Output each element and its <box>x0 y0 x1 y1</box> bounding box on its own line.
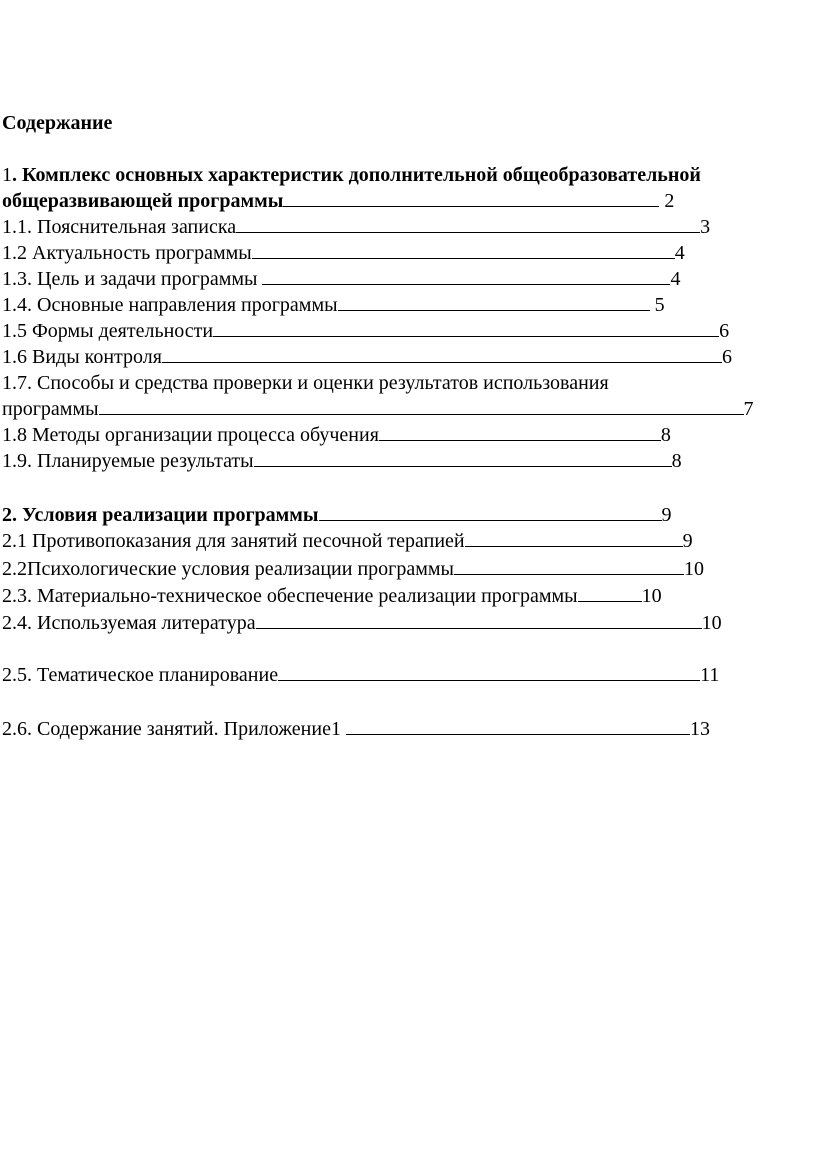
toc-item-page: 4 <box>670 268 681 290</box>
toc-item-1-7-line-2 <box>2 396 754 422</box>
toc-item-1-7-line-1 <box>2 370 609 396</box>
leader-line <box>278 662 700 681</box>
toc-item-2-1 <box>2 528 693 554</box>
leader-line <box>162 344 722 363</box>
toc-item-label: 1.7. Способы и средства проверки и оценки результатов использования <box>2 372 609 394</box>
leader-line <box>213 318 719 337</box>
toc-item-2-6 <box>2 716 710 742</box>
toc-item-label: 2.2Психологические условия реализации программы <box>2 558 454 580</box>
leader-line <box>283 188 659 207</box>
section-1-title-part-2: общеразвивающей программы <box>2 190 284 212</box>
toc-item-page: 10 <box>701 612 722 634</box>
toc-item-page: 10 <box>641 585 662 607</box>
toc-item-1-6 <box>2 344 732 370</box>
leader-line <box>262 266 670 285</box>
leader-line <box>319 502 662 521</box>
toc-item-1-1 <box>2 214 710 240</box>
leader-line <box>256 610 702 629</box>
toc-item-2-2 <box>2 556 704 582</box>
toc-item-1-2 <box>2 240 685 266</box>
section-2-page: 9 <box>661 504 672 526</box>
leader-line <box>254 448 672 467</box>
toc-item-label: 1.6 Виды контроля <box>2 346 162 368</box>
toc-item-label: 1.4. Основные направления программы <box>2 294 338 316</box>
toc-item-2-3 <box>2 583 662 609</box>
section-2-heading <box>2 502 672 528</box>
section-1-title-part-1: . Комплекс основных характеристик дополнительной общеобразовательной <box>12 164 701 186</box>
leader-line <box>578 583 642 602</box>
toc-item-2-5 <box>2 662 719 688</box>
toc-item-label: 2.1 Противопоказания для занятий песочной терапией <box>2 530 465 552</box>
toc-item-label: 1.3. Цель и задачи программы <box>2 268 263 290</box>
section-1-number: 1 <box>2 164 12 186</box>
toc-item-1-9 <box>2 448 682 474</box>
toc-item-page: 5 <box>649 294 665 316</box>
toc-item-label: 1.2 Актуальность программы <box>2 242 252 264</box>
leader-line <box>252 240 675 259</box>
leader-line <box>338 292 650 311</box>
toc-item-page: 13 <box>689 718 710 740</box>
leader-line <box>99 396 744 415</box>
toc-item-label: 1.8 Методы организации процесса обучения <box>2 424 379 446</box>
toc-item-page: 11 <box>700 664 720 686</box>
section-1-page: 2 <box>659 190 675 212</box>
leader-line <box>379 422 661 441</box>
toc-item-page: 8 <box>671 450 682 472</box>
toc-item-2-4 <box>2 610 722 636</box>
toc-item-page: 7 <box>743 398 754 420</box>
toc-item-label: 1.5 Формы деятельности <box>2 320 214 342</box>
toc-item-page: 6 <box>719 320 730 342</box>
toc-item-1-3 <box>2 266 680 292</box>
toc-item-1-5 <box>2 318 729 344</box>
toc-item-1-4 <box>2 292 665 318</box>
toc-item-1-8 <box>2 422 671 448</box>
toc-item-page: 9 <box>682 530 693 552</box>
leader-line <box>465 528 683 547</box>
toc-item-label: 1.9. Планируемые результаты <box>2 450 254 472</box>
toc-item-label: 2.6. Содержание занятий. Приложение1 <box>2 718 346 740</box>
toc-item-page: 3 <box>700 216 711 238</box>
leader-line <box>346 716 690 735</box>
toc-item-page: 8 <box>660 424 671 446</box>
toc-item-label: 2.5. Тематическое планирование <box>2 664 279 686</box>
toc-item-page: 4 <box>674 242 685 264</box>
toc-item-label: программы <box>2 398 99 420</box>
section-1-heading-line-2 <box>2 188 674 214</box>
toc-item-label: 1.1. Пояснительная записка <box>2 216 237 238</box>
leader-line <box>236 214 700 233</box>
page-title: Содержание <box>2 112 113 134</box>
toc-item-page: 10 <box>683 558 704 580</box>
section-1-heading-line-1 <box>2 162 701 188</box>
toc-item-label: 2.4. Используемая литература <box>2 612 256 634</box>
toc-item-label: 2.3. Материально-техническое обеспечение реализации программы <box>2 585 578 607</box>
leader-line <box>454 556 684 575</box>
toc-item-page: 6 <box>721 346 732 368</box>
section-2-title: 2. Условия реализации программы <box>2 504 319 526</box>
